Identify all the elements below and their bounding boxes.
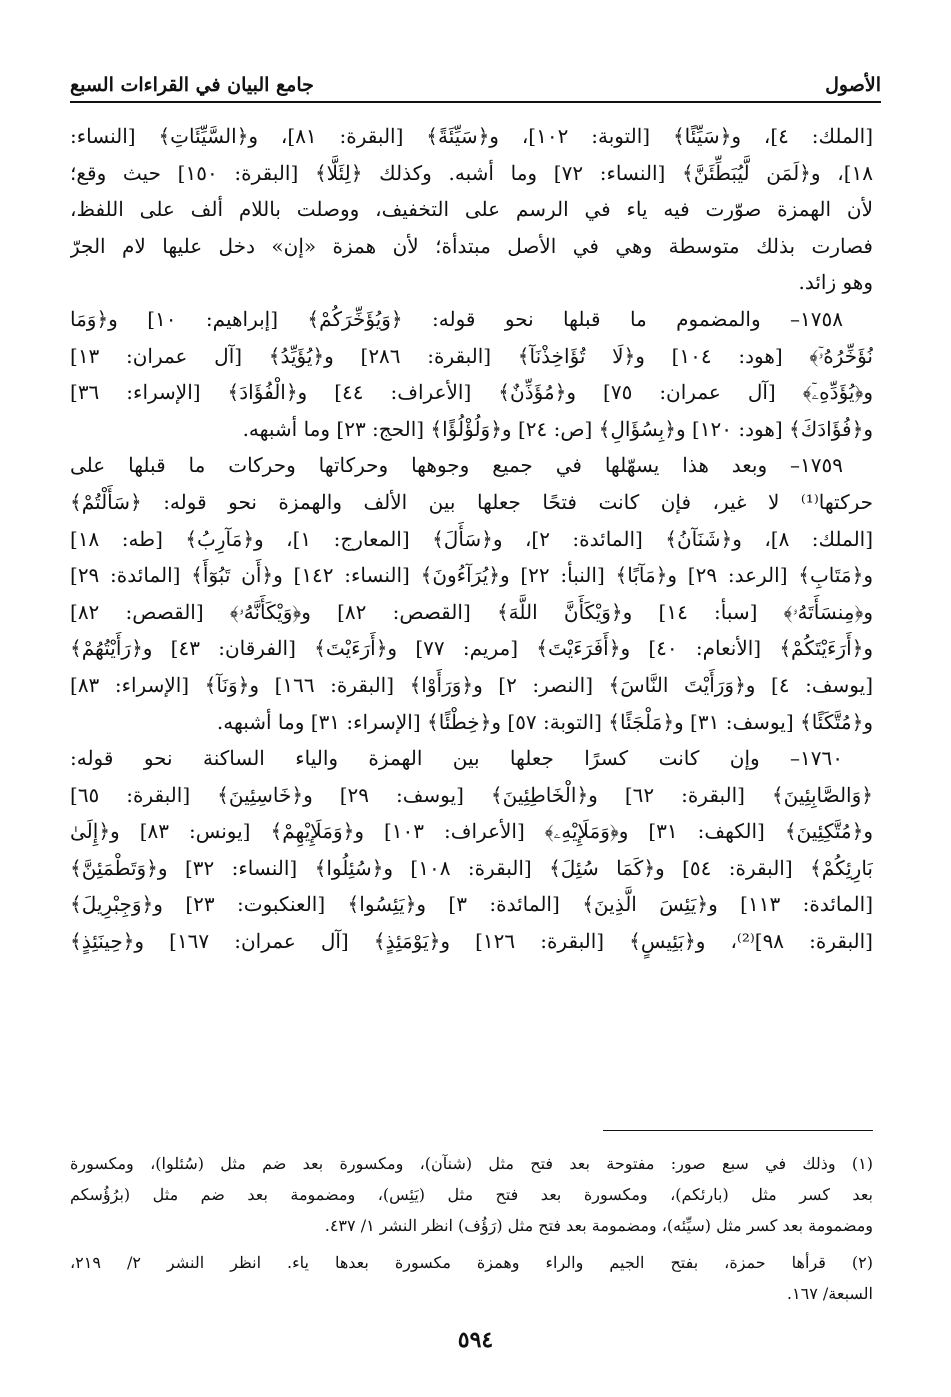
paragraph-1760-start: ١٧٦٠– وإن كانت كسرًا جعلها بين الهمزة والياء الساكنة نحو قوله: bbox=[70, 746, 843, 771]
text-line: و﴿مَتَابِ﴾ [الرعد: ٢٩] و﴿مَآبًا﴾ [النبأ: ٢٢] و﴿يُرَآءُونَ﴾ [النساء: ١٤٢] و﴿أَن تَبُوٓأَ﴾ [المائدة: ٢٩] bbox=[70, 563, 873, 588]
text-line: و﴿يُؤَدِّهِۦٓ﴾ [آل عمران: ٧٥] و﴿مُؤَذِّنٌ﴾ [الأعراف: ٤٤] و﴿الْفُؤَادَ﴾ [الإسراء: ٣٦] bbox=[70, 380, 873, 405]
text-line: [البقرة: ٩٨]⁽²⁾، و﴿بَئِيسٍ﴾ [البقرة: ١٢٦] و﴿يَوْمَئِذٍ﴾ [آل عمران: ١٦٧] و﴿حِينَئِذٍ﴾ bbox=[70, 929, 873, 954]
page-number: ٥٩٤ bbox=[457, 1327, 494, 1353]
text-line: بَارِئِكُمْ﴾ [البقرة: ٥٤] و﴿كَمَا سُئِلَ﴾ [البقرة: ١٠٨] و﴿سُئِلُوا﴾ [النساء: ٣٢] و﴿وَتَطْمَئِنَّ﴾ bbox=[70, 855, 873, 880]
footnote-1 bbox=[70, 1148, 873, 1241]
footnote-line: (١) وذلك في سبع صور: مفتوحة بعد فتح مثل (شنآن)، ومكسورة بعد ضم مثل (سُئلوا)، ومكسورة bbox=[70, 1154, 873, 1173]
text-line: حركتها⁽¹⁾ لا غير، فإن كانت فتحًا جعلها بين الألف والهمزة نحو قوله: ﴿سَأَلْتُمْ﴾ bbox=[70, 489, 873, 514]
section-title: الأصول bbox=[825, 74, 881, 96]
text-line: [الملك: ٨]، و﴿شَنَآنُ﴾ [المائدة: ٢]، و﴿سَأَلَ﴾ [المعارج: ١]، و﴿مَآرِبُ﴾ [طه: ١٨] bbox=[70, 526, 873, 551]
footnote-line: السبعة/ ١٦٧. bbox=[786, 1284, 873, 1303]
text-line: نُؤَخِّرُهُۥٓ﴾ [هود: ١٠٤] و﴿لَا تُؤَاخِذْنَآ﴾ [البقرة: ٢٨٦] و﴿يُؤَيِّدُ﴾ [آل عمران: ١٣] bbox=[70, 343, 873, 368]
text-line: و﴿مُتَّكَئًا﴾ [يوسف: ٣١] و﴿مَلْجَئًا﴾ [التوبة: ٥٧] و﴿خِطْئًا﴾ [الإسراء: ٣١] وما أشبهه. bbox=[216, 709, 873, 734]
footnotes bbox=[70, 1148, 873, 1315]
book-title: جامع البيان في القراءات السبع bbox=[70, 74, 314, 96]
footnote-2 bbox=[70, 1247, 873, 1309]
text-line: و﴿أَرَءَيْتَكُمْ﴾ [الأنعام: ٤٠] و﴿أَفَرَءَيْتَ﴾ [مريم: ٧٧] و﴿أَرَءَيْتَ﴾ [الفرقان: ٤٣] و﴿رَأَيْتُهُمْ﴾ bbox=[70, 636, 873, 661]
paragraph-1759-start: ١٧٥٩– وبعد هذا يسهّلها في جميع وجوهها وحركاتها وحركات ما قبلها على bbox=[70, 453, 843, 478]
text-line: [الملك: ٤]، و﴿سَيِّئًا﴾ [التوبة: ١٠٢]، و﴿سَيِّئَةً﴾ [البقرة: ٨١]، و﴿السَّيِّئَاتِ﴾ [النساء: bbox=[70, 124, 873, 148]
text-line: [المائدة: ١١٣] و﴿يَئِسَ الَّذِينَ﴾ [المائدة: ٣] و﴿يَئِسُوا﴾ [العنكبوت: ٢٣] و﴿وَجِبْرِيلَ﴾ bbox=[70, 892, 873, 917]
footnote-line: (٢) قرأها حمزة، بفتح الجيم والراء وهمزة مكسورة بعدها ياء. انظر النشر ٢/ ٢١٩، bbox=[70, 1253, 873, 1272]
body-text bbox=[70, 118, 873, 960]
text-line: ﴿وَالصَّابِئِينَ﴾ [البقرة: ٦٢] و﴿الْخَاطِئِينَ﴾ [يوسف: ٢٩] و﴿خَاسِئِينَ﴾ [البقرة: ٦٥] bbox=[70, 782, 873, 807]
footnote-line: بعد كسر مثل (بارئكم)، ومكسورة بعد فتح مثل (يَئِس)، ومضمومة بعد ضم مثل (برُؤُسكم bbox=[70, 1185, 873, 1204]
paragraph-1758-start: ١٧٥٨– والمضموم ما قبلها نحو قوله: ﴿وَيُؤَخِّرَكُمْ﴾ [إبراهيم: ١٠] و﴿وَمَا bbox=[70, 306, 843, 331]
text-line: و﴿فُؤَادَكَ﴾ [هود: ١٢٠] و﴿بِسُؤَالِ﴾ [ص: ٢٤] و﴿وَلُؤْلُؤًا﴾ [الحج: ٢٣] وما أشبهه. bbox=[242, 416, 873, 441]
text-line: و﴿مِنسَأَتَهُۥ﴾ [سبأ: ١٤] و﴿وَيْكَأَنَّ اللَّهَ﴾ [القصص: ٨٢] و﴿وَيْكَأَنَّهُۥ﴾ [القصص: ٨٢] bbox=[70, 599, 873, 624]
text-line: [يوسف: ٤] و﴿وَرَأَيْتَ النَّاسَ﴾ [النصر: ٢] و﴿وَرَأَوْا﴾ [البقرة: ١٦٦] و﴿وَنَآ﴾ [الإسراء: ٨٣] bbox=[70, 672, 873, 697]
text-line: لأن الهمزة صوّرت فيه ياء في الرسم على التخفيف، ووصلت باللام ألف على اللفظ، bbox=[70, 197, 873, 222]
text-line: و﴿مُتَّكِئِينَ﴾ [الكهف: ٣١] و﴿وَمَلَإِيْهِۦ﴾ [الأعراف: ١٠٣] و﴿وَمَلَإِيْهِمْ﴾ [يونس: ٨٣] و﴿إِلَىٰ bbox=[70, 819, 873, 844]
footnote-rule bbox=[603, 1130, 873, 1131]
footnote-line: ومضمومة بعد كسر مثل (سيِّئه)، ومضمومة بعد فتح مثل (رَؤُف) انظر النشر ١/ ٤٣٧. bbox=[324, 1216, 873, 1235]
header-rule bbox=[70, 101, 881, 103]
text-line: وهو زائد. bbox=[798, 270, 873, 295]
text-line: ١٨]، و﴿لَمَن لَّيُبَطِّئَنَّ﴾ [النساء: ٧٢] وما أشبه. وكذلك ﴿لِئَلَّا﴾ [البقرة: ١٥٠] حيث وقع؛ bbox=[70, 160, 873, 185]
text-line: فصارت بذلك متوسطة وهي في الأصل مبتدأة؛ لأن همزة «إن» دخل عليها لام الجرّ bbox=[70, 233, 873, 258]
running-header bbox=[70, 62, 881, 96]
